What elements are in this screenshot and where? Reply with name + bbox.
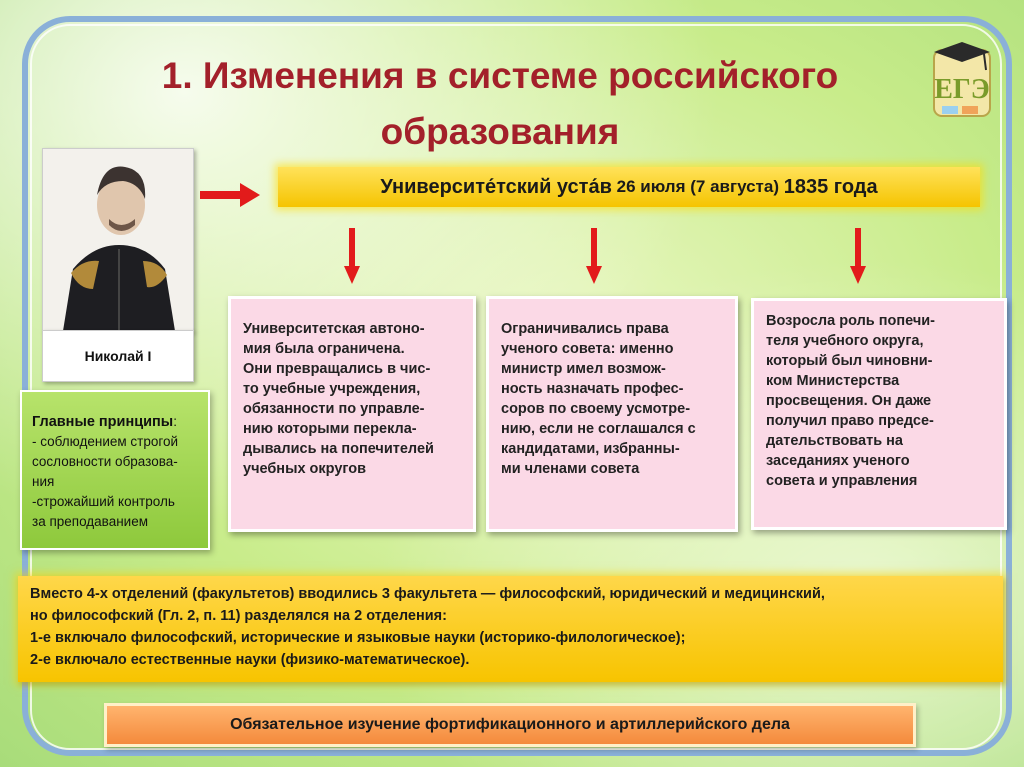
portrait-image bbox=[42, 148, 194, 332]
charter-year: 1835 года bbox=[783, 175, 878, 198]
charter-date: 26 июля (7 августа) bbox=[611, 177, 784, 196]
faculties-line: 1-е включало философский, исторические и языковые науки (историко-филологическое); bbox=[30, 630, 686, 646]
principles-title: Главные принципы bbox=[32, 414, 174, 430]
council-rights-box: Ограничивались права ученого совета: именно министр имел возмож- ность назначать профес- соров по своему усмотре- нию, если не соглашался с кандидатами, избранны- ми членами совета bbox=[486, 296, 738, 532]
charter-banner bbox=[278, 167, 980, 207]
portrait-caption: Николай I bbox=[42, 330, 194, 382]
faculties-box bbox=[18, 576, 1003, 682]
fortification-banner: Обязательное изучение фортификационного и артиллерийского дела bbox=[104, 703, 916, 747]
ege-logo-text: ЕГЭ bbox=[934, 74, 990, 105]
faculties-line: 2-е включало естественные науки (физико-математическое). bbox=[30, 652, 470, 668]
ege-logo bbox=[928, 40, 996, 122]
faculties-line: но философский (Гл. 2, п. 11) разделялся на 2 отделения: bbox=[30, 608, 447, 624]
down-arrow-icon bbox=[850, 228, 866, 284]
autonomy-box: Университетская автоно- мия была ограничена. Они превращались в чис- то учебные учреждения, обязанности по управле- нию которыми перекла- дывались на попечителей учебных округов bbox=[228, 296, 476, 532]
charter-title: Университе́тский уста́в bbox=[380, 175, 612, 198]
down-arrow-icon bbox=[586, 228, 602, 284]
principles-colon: : bbox=[173, 414, 177, 429]
slide-title: 1. Изменения в системе российского образования bbox=[161, 55, 839, 152]
principles-box bbox=[20, 390, 210, 550]
trustee-role-box: Возросла роль попечи- теля учебного округа, который был чиновни- ком Министерства просвещения. Он даже получил право предсе- дательствовать на заседаниях ученого совета и управления bbox=[751, 298, 1007, 530]
down-arrow-icon bbox=[344, 228, 360, 284]
principles-body: - соблюдением строгой сословности образова- ния -строжайший контроль за преподаванием bbox=[32, 434, 179, 529]
faculties-line: Вместо 4-х отделений (факультетов) вводились 3 факультета — философский, юридический и медицинский, bbox=[30, 586, 825, 602]
right-arrow-icon bbox=[200, 183, 260, 207]
